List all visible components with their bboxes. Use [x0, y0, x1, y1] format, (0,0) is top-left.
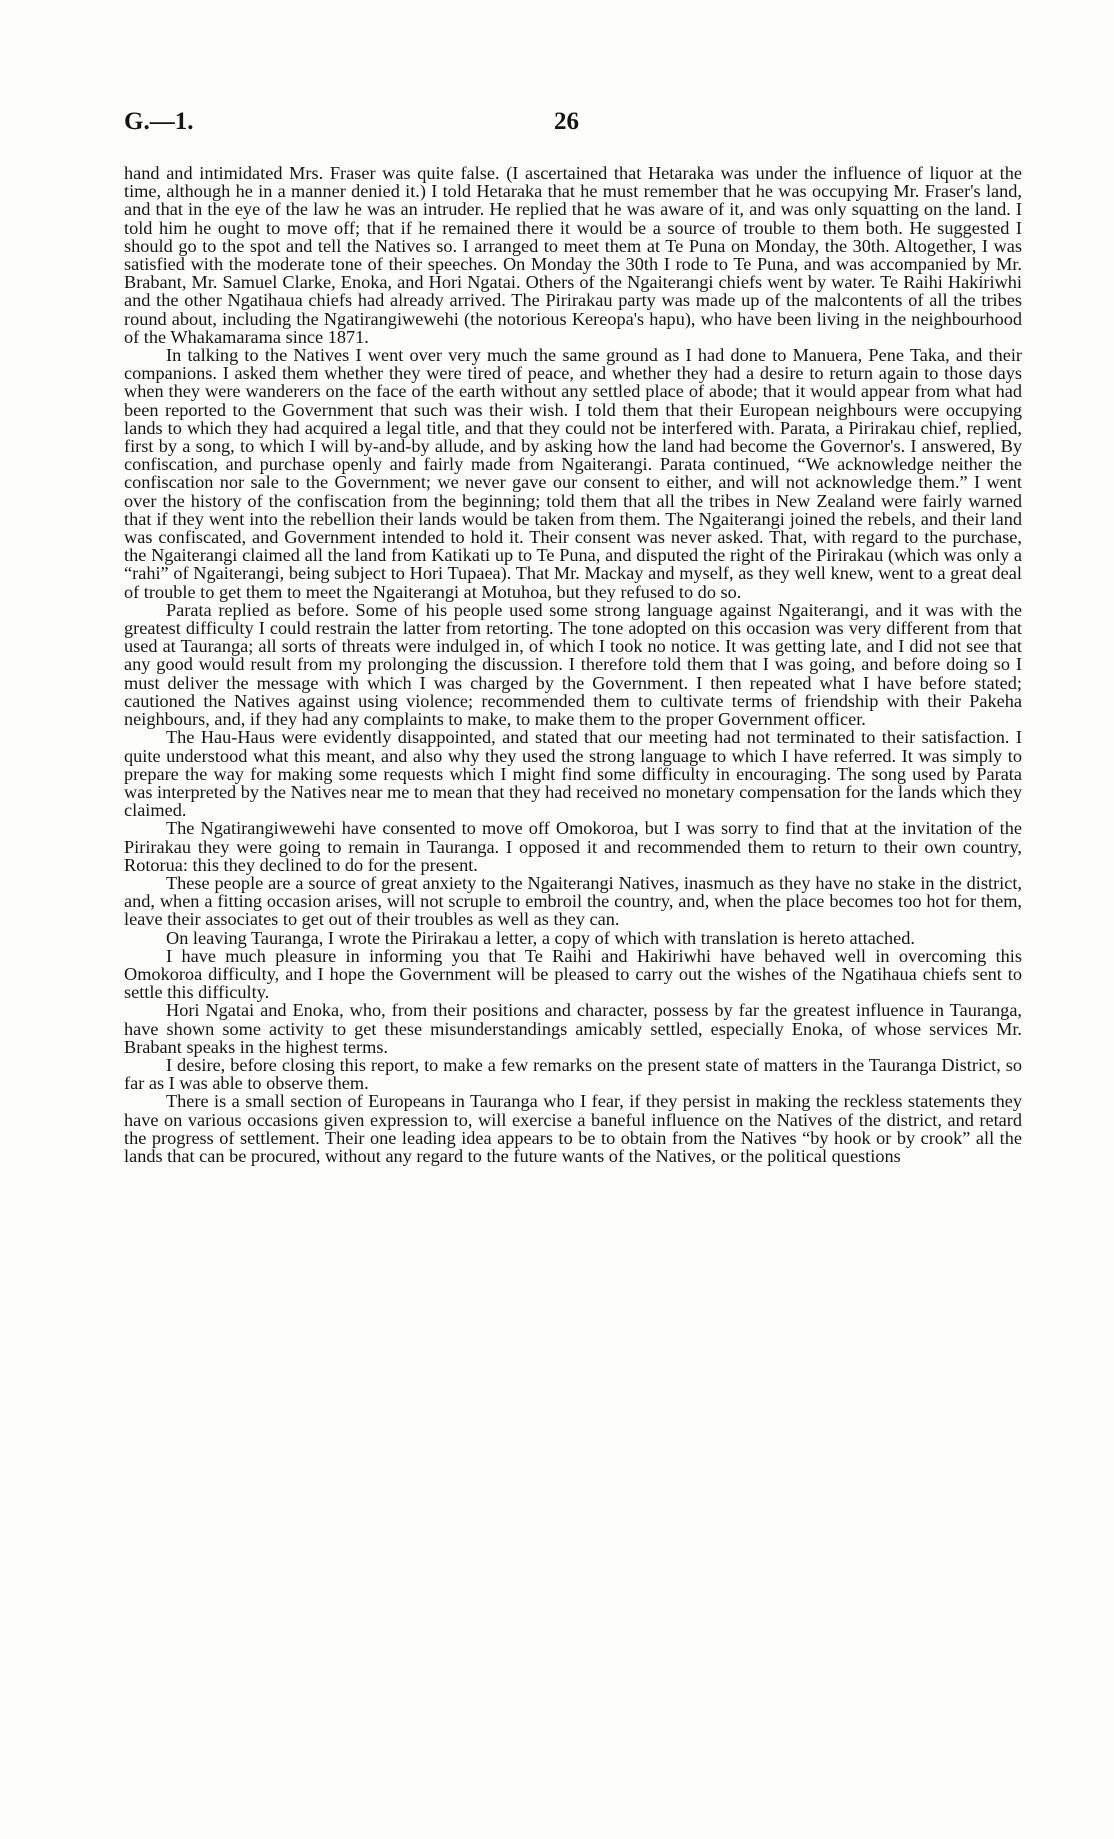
- document-code: G.—1.: [124, 108, 194, 135]
- paragraph-6: These people are a source of great anxiety to the Ngaiterangi Natives, inasmuch as they have no stake in the district, and, when a fitting occasion arises, will not scruple to embroil the country, and, when the place becomes too hot for them, leave their associates to get out of their troubles as well as they can.: [124, 872, 1022, 930]
- paragraph-9: Hori Ngatai and Enoka, who, from their positions and character, possess by far the greatest influence in Tauranga, have shown some activity to get these misunderstandings amicably settled, especially Enoka, of whose services Mr. Brabant speaks in the highest terms.: [124, 1000, 1022, 1057]
- paragraph-11: There is a small section of Europeans in Tauranga who I fear, if they persist in making the reckless statements they have on various occasions given expression to, will exercise a baneful influence on the Natives of the district, and retard the progress of settlement. Their one leading idea appears to be to obtain from the Natives “by hook or by crook” all the lands that can be procured, without any regard to the future wants of the Natives, or the political questions: [124, 1091, 1022, 1166]
- page-number: 26: [554, 108, 579, 135]
- paragraph-2: In talking to the Natives I went over very much the same ground as I had done to Manuera, Pene Taka, and their companions. I asked them whether they were tired of peace, and whether they had a desire to return again to those days when they were wanderers on the face of the earth without any settled place of abode; that it would appear from what had been reported to the Government that such was their wish. I told them that their European neighbours were occupying lands to which they had acquired a legal title, and that they could not be interfered with. Parata, a Pirirakau chief, replied, first by a song, to which I will by-and-by allude, and by asking how the land had become the Governor's. I answered, By confiscation, and purchase openly and fairly made from Ngaiterangi. Parata continued, “We acknowledge neither the confiscation nor sale to the Government; we never gave our consent to either, and will not acknowledge them.” I went over the history of the confiscation from the beginning; told them that all the tribes in New Zealand were fairly warned that if they went into the rebellion their lands would be taken from them. The Ngaiterangi joined the rebels, and their land was confiscated, and Government intended to hold it. Their consent was never asked. That, with regard to the purchase, the Ngaiterangi claimed all the land from Katikati up to Te Puna, and disputed the right of the Pirirakau (which was only a “rahi” of Ngaiterangi, being subject to Hori Tupaea). That Mr. Mackay and myself, as they well knew, went to a great deal of trouble to get them to meet the Ngaiterangi at Motuhoa, but they refused to do so.: [124, 345, 1022, 602]
- paragraph-4: The Hau-Haus were evidently disappointed, and stated that our meeting had not terminated to their satisfaction. I quite understood what this meant, and also why they used the strong language to which I have referred. It was simply to prepare the way for making some requests which I might find some difficulty in encouraging. The song used by Parata was interpreted by the Natives near me to mean that they had received no monetary compensation for the lands which they claimed.: [124, 727, 1022, 821]
- document-body: [124, 164, 1022, 1165]
- paragraph-8: I have much pleasure in informing you that Te Raihi and Hakiriwhi have behaved well in overcoming this Omokoroa difficulty, and I hope the Government will be pleased to carry out the wishes of the Ngatihaua chiefs sent to settle this difficulty.: [124, 945, 1022, 1003]
- paragraph-5: The Ngatirangiwewehi have consented to move off Omokoroa, but I was sorry to find that at the invitation of the Pirirakau they were going to remain in Tauranga. I opposed it and recommended them to return to their own country, Rotorua: this they declined to do for the present.: [124, 818, 1022, 875]
- paragraph-1: hand and intimidated Mrs. Fraser was quite false. (I ascertained that Hetaraka was under the influence of liquor at the time, although he in a manner denied it.) I told Hetaraka that he must remember that he was occupying Mr. Fraser's land, and that in the eye of the law he was an intruder. He replied that he was aware of it, and was only squatting on the land. I told him he ought to move off; that if he remained there it would be a source of trouble to them both. He suggested I should go to the spot and tell the Natives so. I arranged to meet them at Te Puna on Monday, the 30th. Altogether, I was satisfied with the moderate tone of their speeches. On Monday the 30th I rode to Te Puna, and was accompanied by Mr. Brabant, Mr. Samuel Clarke, Enoka, and Hori Ngatai. Others of the Ngaiterangi chiefs went by water. Te Raihi Hakiriwhi and the other Ngatihaua chiefs had already arrived. The Pirirakau party was made up of the malcontents of all the tribes round about, including the Ngatirangiwewehi (the notorious Kereopa's hapu), who have been living in the neighbourhood of the Whakamarama since 1871.: [124, 163, 1022, 347]
- paragraph-10: I desire, before closing this report, to make a few remarks on the present state of matters in the Tauranga District, so far as I was able to observe them.: [124, 1054, 1022, 1094]
- paragraph-7: On leaving Tauranga, I wrote the Pirirakau a letter, a copy of which with translation is hereto attached.: [166, 927, 915, 948]
- page-header: [124, 108, 1004, 138]
- paragraph-3: Parata replied as before. Some of his people used some strong language against Ngaiterangi, and it was with the greatest difficulty I could restrain the latter from retorting. The tone adopted on this occasion was very different from that used at Tauranga; all sorts of threats were indulged in, of which I took no notice. It was getting late, and I did not see that any good would result from my prolonging the discussion. I therefore told them that I was going, and before doing so I must deliver the message with which I was charged by the Government. I then repeated what I have before stated; cautioned the Natives against using violence; recommended them to cultivate terms of friendship with their Pakeha neighbours, and, if they had any complaints to make, to make them to the proper Government officer.: [124, 599, 1022, 730]
